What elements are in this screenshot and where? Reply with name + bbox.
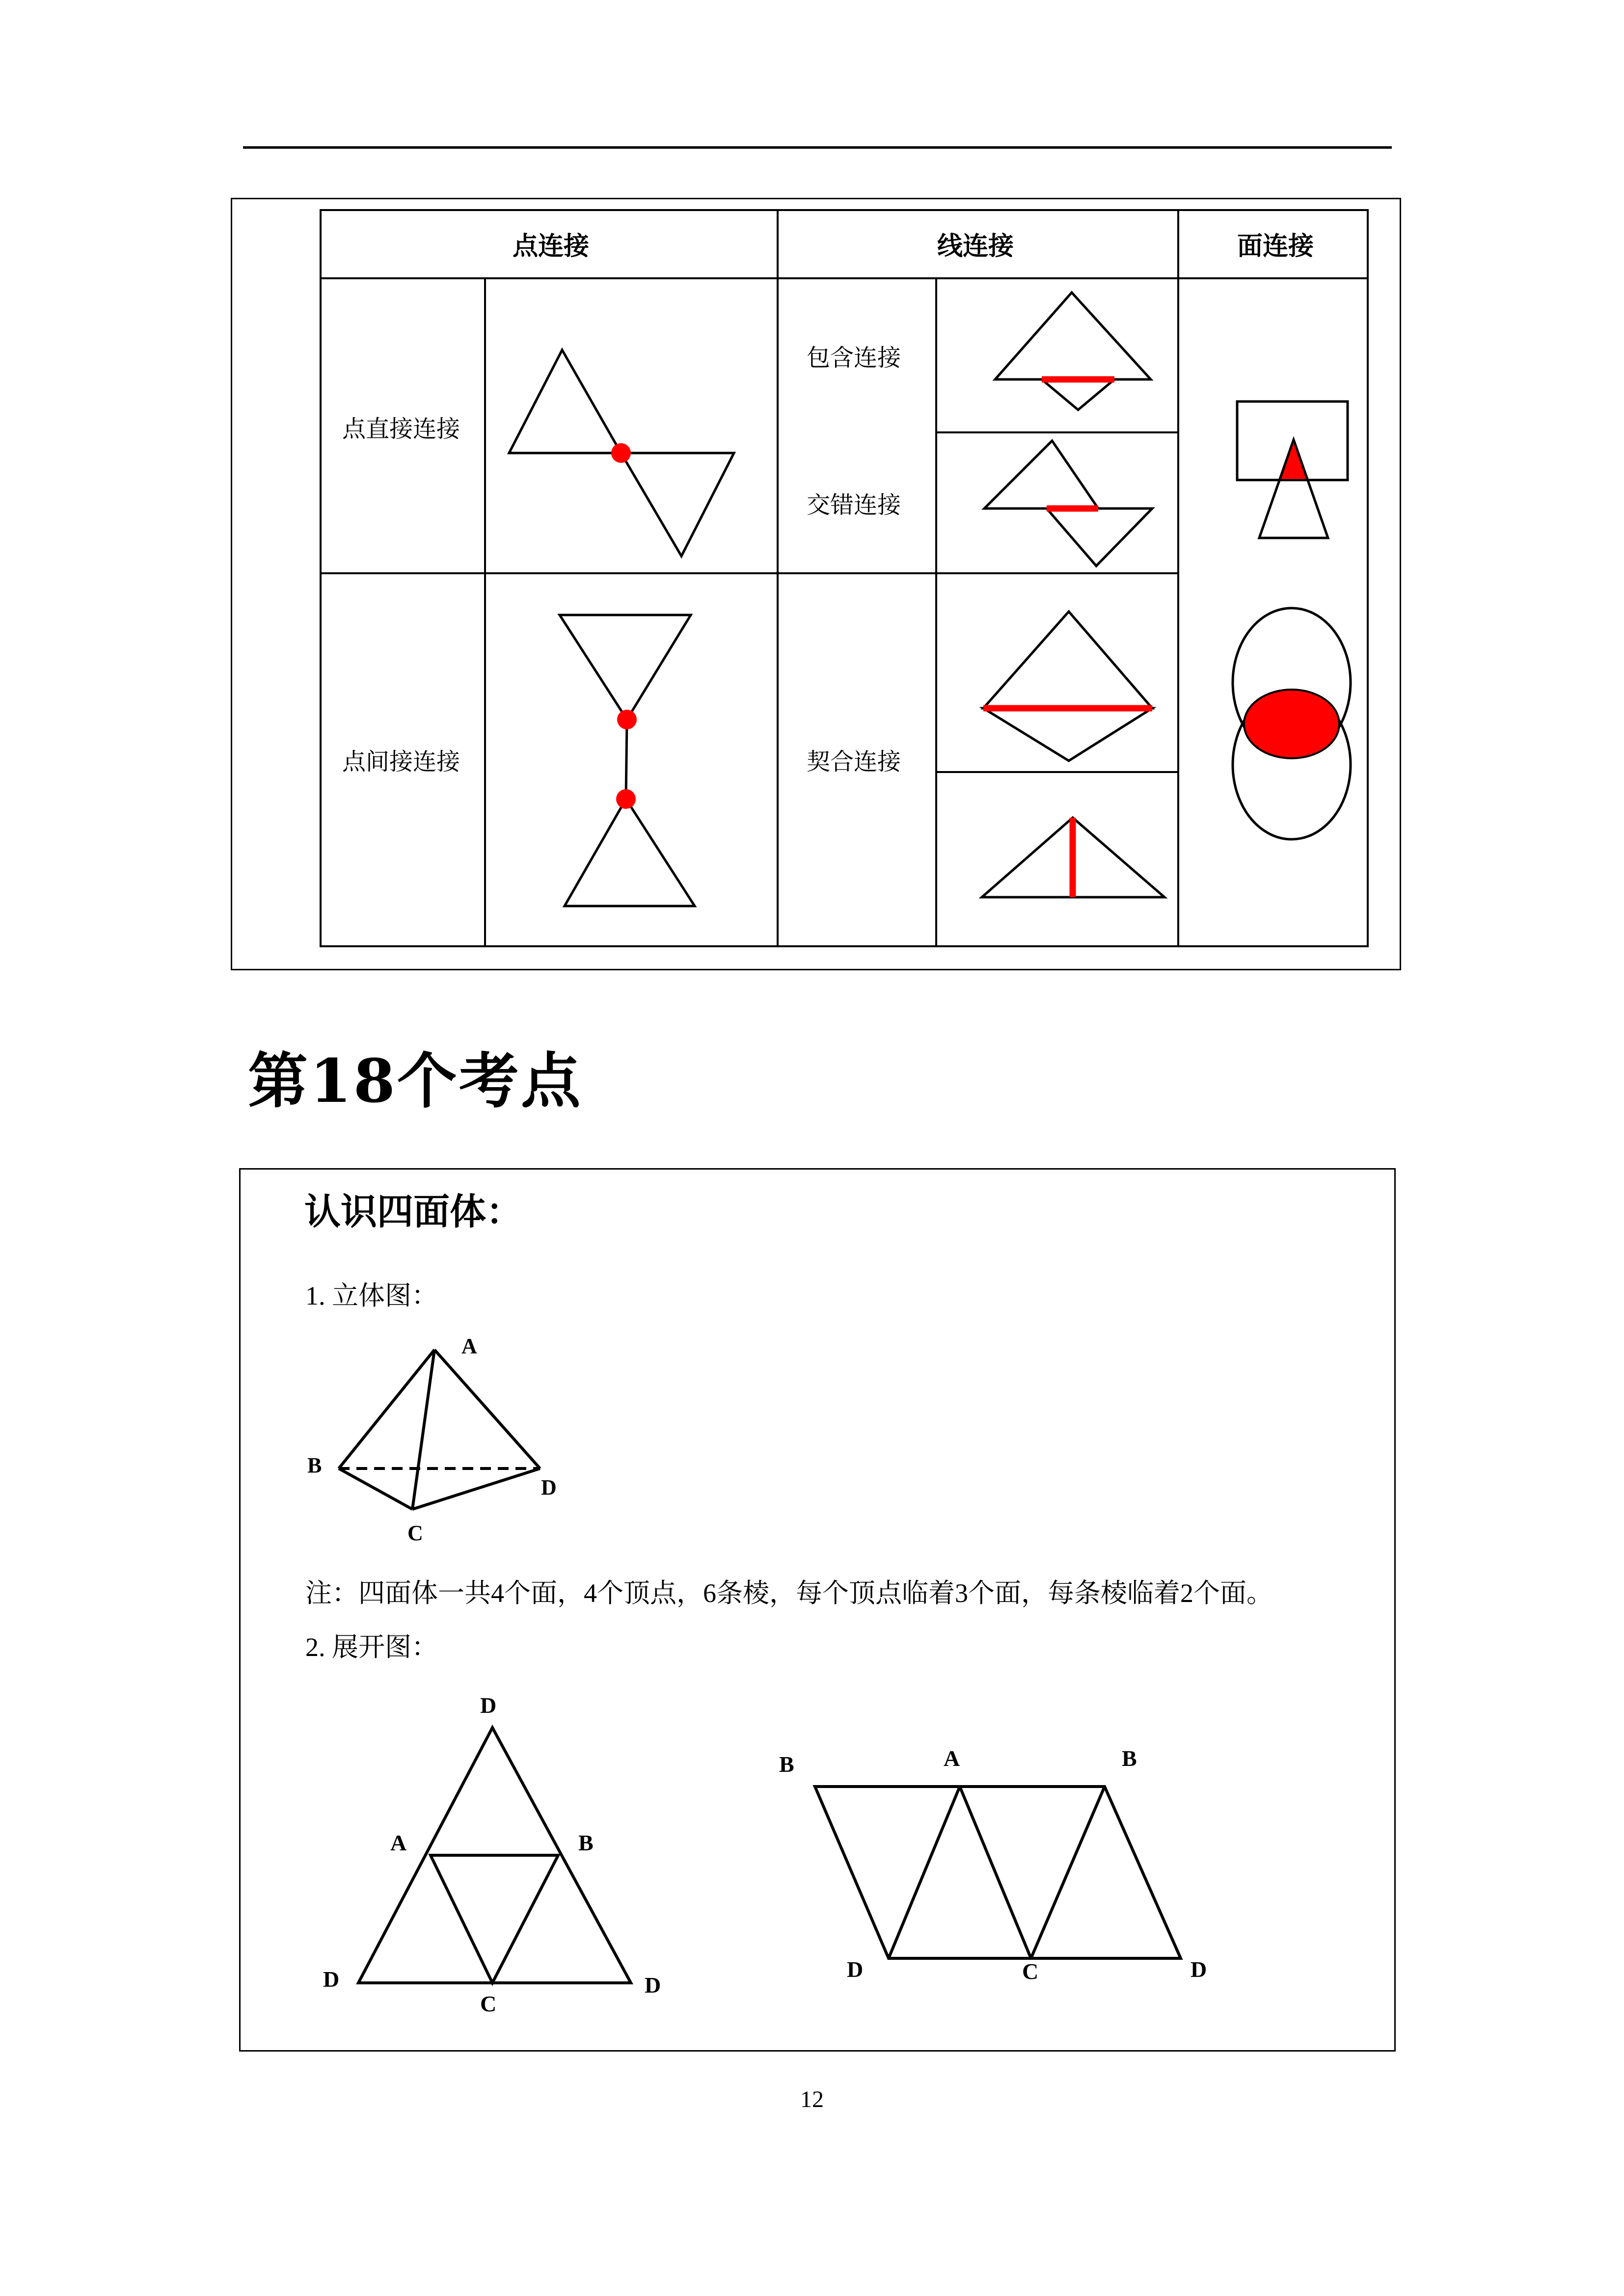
line-cross-figure bbox=[984, 441, 1152, 566]
label-line-cross: 交错连接 bbox=[807, 491, 901, 519]
net2-c: C bbox=[1022, 1959, 1039, 1984]
face-figure-2 bbox=[1233, 608, 1351, 839]
net-parallelogram-figure bbox=[766, 1742, 1227, 1998]
connection-table-diagram bbox=[231, 198, 1401, 970]
label-line-fit: 契合连接 bbox=[807, 748, 901, 775]
triangle-down bbox=[1047, 508, 1152, 566]
triangle-top bbox=[560, 615, 691, 720]
net2-d-right: D bbox=[1191, 1957, 1207, 1982]
vertex-a: A bbox=[461, 1334, 477, 1358]
header-line: 线连接 bbox=[937, 232, 1014, 261]
net2-a: A bbox=[944, 1746, 960, 1771]
line-contain-figure bbox=[995, 293, 1151, 410]
net-triangle-figure bbox=[314, 1683, 677, 2017]
net1-c: C bbox=[480, 1991, 497, 2016]
header-point: 点连接 bbox=[513, 232, 590, 261]
big-triangle bbox=[995, 293, 1151, 379]
vertex-d: D bbox=[541, 1475, 557, 1499]
point-indirect-figure bbox=[560, 615, 695, 906]
triangle-bottom bbox=[565, 799, 695, 906]
triangle-up bbox=[983, 612, 1152, 708]
triangle-lower bbox=[621, 453, 734, 556]
item-net: 2. 展开图： bbox=[305, 1632, 438, 1662]
joint-dot-bottom bbox=[616, 789, 636, 809]
header-face: 面连接 bbox=[1237, 232, 1314, 261]
net2-b-left: B bbox=[779, 1752, 794, 1777]
page-number: 12 bbox=[800, 2086, 824, 2112]
connector-line bbox=[626, 720, 627, 799]
net1-a: A bbox=[390, 1830, 407, 1855]
header-rule bbox=[243, 146, 1392, 149]
table-border bbox=[321, 210, 1368, 946]
net1-b: B bbox=[578, 1830, 594, 1855]
overlap-region bbox=[1280, 440, 1307, 480]
net1-left-d: D bbox=[323, 1967, 340, 1992]
joint-dot bbox=[611, 443, 631, 463]
label-point-direct: 点直接连接 bbox=[342, 415, 460, 443]
triangle-up bbox=[984, 441, 1098, 508]
overlap-region bbox=[1244, 690, 1339, 758]
face-figure-1 bbox=[1237, 401, 1348, 538]
small-triangle bbox=[1042, 379, 1114, 410]
vertex-c: C bbox=[407, 1521, 423, 1545]
section-title: 第18个考点 bbox=[248, 1045, 583, 1116]
line-fit-figure-1 bbox=[983, 612, 1152, 761]
tetrahedron-note: 注：四面体一共4个面，4个顶点，6条棱，每个顶点临着3个面，每条棱临着2个面。 bbox=[305, 1578, 1273, 1608]
net2-d-left: D bbox=[847, 1957, 864, 1982]
box-title: 认识四面体： bbox=[304, 1191, 522, 1233]
label-line-contain: 包含连接 bbox=[807, 344, 901, 372]
triangle-upper bbox=[509, 350, 621, 453]
net1-top-d: D bbox=[480, 1693, 497, 1718]
tetrahedron-solid-figure bbox=[295, 1325, 589, 1551]
vertex-b: B bbox=[307, 1453, 322, 1477]
label-point-indirect: 点间接连接 bbox=[342, 748, 460, 775]
joint-dot-top bbox=[617, 710, 637, 729]
triangle-down bbox=[983, 708, 1152, 761]
item-solid-view: 1. 立体图： bbox=[305, 1281, 438, 1310]
net1-right-d: D bbox=[645, 1973, 661, 1998]
net2-b-right: B bbox=[1122, 1746, 1137, 1771]
